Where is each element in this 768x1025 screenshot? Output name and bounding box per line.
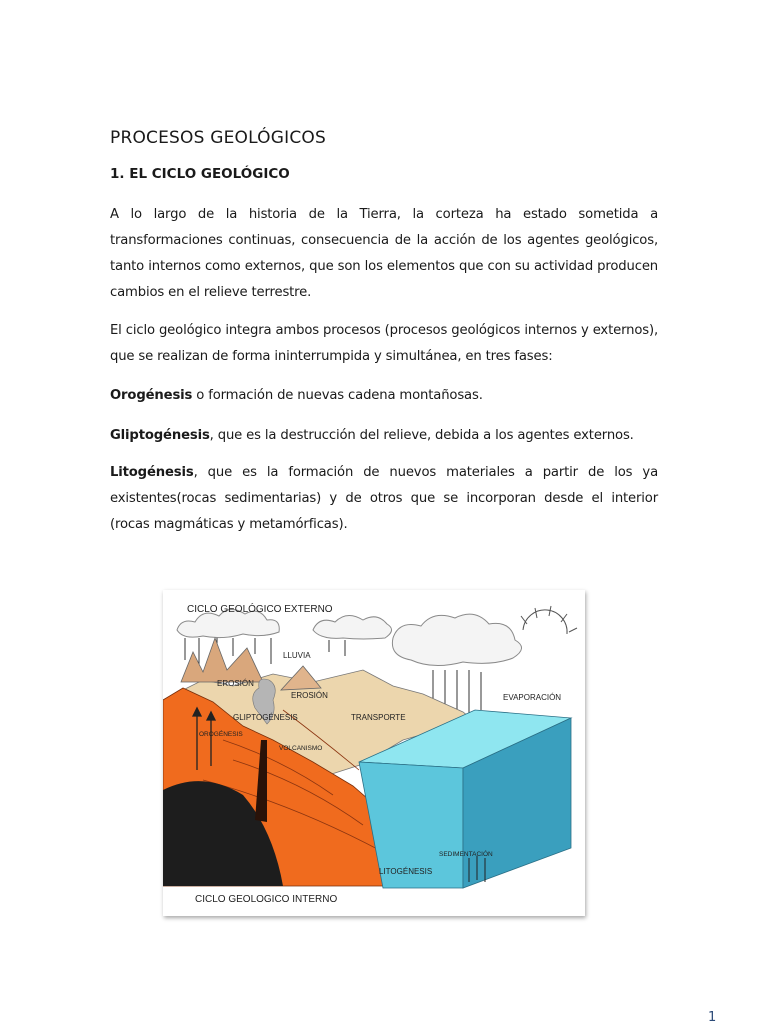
phase-orogenesis: [110, 383, 658, 409]
geologic-cycle-diagram: [163, 590, 585, 916]
label-litogenesis: LITOGÉNESIS: [379, 867, 433, 876]
phase-gliptogenesis: [110, 423, 658, 449]
label-orogenesis: OROGÉNESIS: [199, 731, 243, 738]
label-erosion-2: EROSIÓN: [291, 691, 328, 700]
page-number: 1: [708, 1010, 717, 1025]
label-transporte: TRANSPORTE: [351, 713, 406, 722]
label-erosion-1: EROSIÓN: [217, 679, 254, 688]
phase-term: Orogénesis: [110, 388, 193, 403]
phase-litogenesis: [110, 460, 658, 538]
page-title: PROCESOS GEOLÓGICOS: [110, 128, 326, 148]
label-evaporacion: EVAPORACIÓN: [503, 693, 562, 702]
phase-term: Gliptogénesis: [110, 428, 210, 443]
label-gliptogenesis: GLIPTOGÉNESIS: [233, 713, 298, 722]
phase-text: , que es la formación de nuevos materiales a partir de los ya existentes(rocas sedimentarias) y de otros que se incorporan desde el interior (rocas magmáticas y metamórficas).: [110, 465, 658, 532]
phase-term: Litogénesis: [110, 465, 194, 480]
section-heading: 1. EL CICLO GEOLÓGICO: [110, 166, 290, 182]
label-volcanismo: VOLCANISMO: [279, 745, 323, 752]
geologic-cycle-figure: [163, 590, 585, 916]
label-internal-cycle: CICLO GEOLOGICO INTERNO: [195, 894, 338, 905]
cycle-paragraph: El ciclo geológico integra ambos procesos (procesos geológicos internos y externos), que se realizan de forma ininterrumpida y simultánea, en tres fases:: [110, 323, 658, 364]
label-sedimentacion: SEDIMENTACIÓN: [439, 851, 493, 858]
phase-text: , que es la destrucción del relieve, debida a los agentes externos.: [209, 428, 634, 443]
phase-text: o formación de nuevas cadena montañosas.: [192, 388, 483, 403]
label-lluvia: LLUVIA: [283, 651, 311, 660]
label-external-cycle: CICLO GEOLÓGICO EXTERNO: [187, 604, 333, 615]
intro-paragraph: A lo largo de la historia de la Tierra, la corteza ha estado sometida a transformaciones continuas, consecuencia de la acción de los agentes geológicos, tanto internos como externos, que son los elementos que con su actividad producen cambios en el relieve terrestre.: [110, 207, 658, 300]
